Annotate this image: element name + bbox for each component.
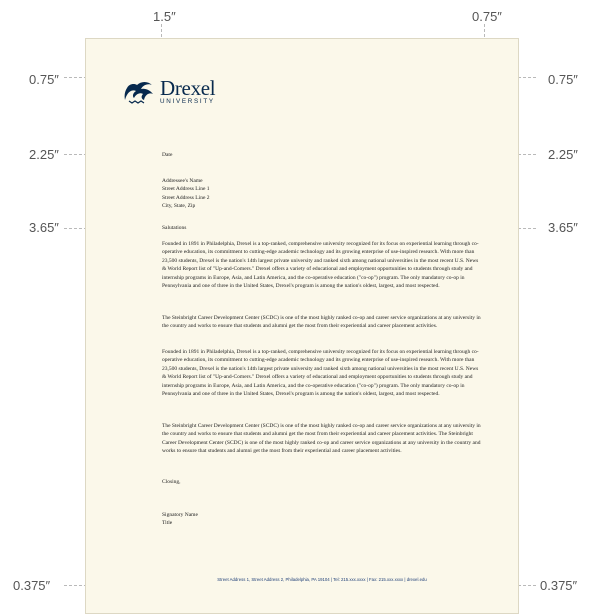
header-bottom-label-right: 2.25″ xyxy=(548,147,578,162)
letter-paragraph-4: The Steinbright Career Development Center (SCDC) is one of the most highly ranked co-op and career service organizations at any university in the country and works to ensure that students and alumni get the most from their experiential and career placement activities. The Steinbright Career Development Center (SCDC) is one of the most highly ranked co-op and career service organizations at any university in the country and works to ensure that students and alumni get the most from their experiential and career placement activities. xyxy=(162,423,481,455)
letter-paragraph-2: The Steinbright Career Development Center (SCDC) is one of the most highly ranked co-op and career service organizations at any university in the country and works to ensure that students and alumni get the most from their experiential and career placement activities. xyxy=(162,315,481,330)
left-margin-label: 1.5″ xyxy=(153,9,176,24)
salutation-label-right: 3.65″ xyxy=(548,220,578,235)
header-bottom-label-left: 2.25″ xyxy=(29,147,59,162)
letter-paragraph-3: Founded in 1891 in Philadelphia, Drexel is a top-ranked, comprehensive university recognized for its focus on experiential learning through co-operative education, its commitment to cutting-edge academic technology and its growing enterprise of use-inspired research. With more than 23,500 students, Drexel is the nation's 14th largest private university and ranked sixth among national universities in the most recent U.S. News & World Report list of "Up-and-Comers." Drexel offers a variety of educational and employment opportunities to students through study and internship programs in Europe, Asia, and Latin America, and the co-operative education ("co-op") program. The only mandatory co-op in Pennsylvania and one of three in the United States, Drexel's program is among the nation's oldest, largest, and most respected. xyxy=(162,349,479,398)
signatory-name: Signatory Name xyxy=(162,512,198,518)
letter-closing: Closing, xyxy=(162,479,181,485)
logo-subtitle: UNIVERSITY xyxy=(160,98,215,105)
dragon-icon xyxy=(123,80,157,104)
right-margin-label: 0.75″ xyxy=(472,9,502,24)
letterhead-footer: Street Address 1, Street Address 2, Philadelphia, PA 19104 | Tel: 215.xxx.xxxx | Fax: 215.xxx.xxxx | drexel.edu xyxy=(217,577,427,582)
logo-wordmark: Drexel xyxy=(160,76,216,100)
top-margin-label-left: 0.75″ xyxy=(29,72,59,87)
letter-salutation: Salutations xyxy=(162,225,187,231)
top-margin-label-right: 0.75″ xyxy=(548,72,578,87)
letter-date: Date xyxy=(162,152,173,158)
drexel-logo xyxy=(123,78,215,105)
signatory-title: Title xyxy=(162,520,173,526)
letter-paragraph-1: Founded in 1891 in Philadelphia, Drexel is a top-ranked, comprehensive university recognized for its focus on experiential learning through co-operative education, its commitment to cutting-edge academic technology and its growing enterprise of use-inspired research. With more than 23,500 students, Drexel is the nation's 14th largest private university and ranked sixth among national universities in the most recent U.S. News & World Report list of "Up-and-Comers." Drexel offers a variety of educational and employment opportunities to students through study and internship programs in Europe, Asia, and Latin America, and the co-operative education ("co-op") program. The only mandatory co-op in Pennsylvania and one of three in the United States, Drexel's program is among the nation's oldest, largest, and most respected. xyxy=(162,241,479,290)
salutation-label-left: 3.65″ xyxy=(29,220,59,235)
letter-address: Addressee's Name Street Address Line 1 Street Address Line 2 City, State, Zip xyxy=(162,178,210,210)
bottom-margin-label-left: 0.375″ xyxy=(13,578,51,593)
bottom-margin-label-right: 0.375″ xyxy=(540,578,578,593)
